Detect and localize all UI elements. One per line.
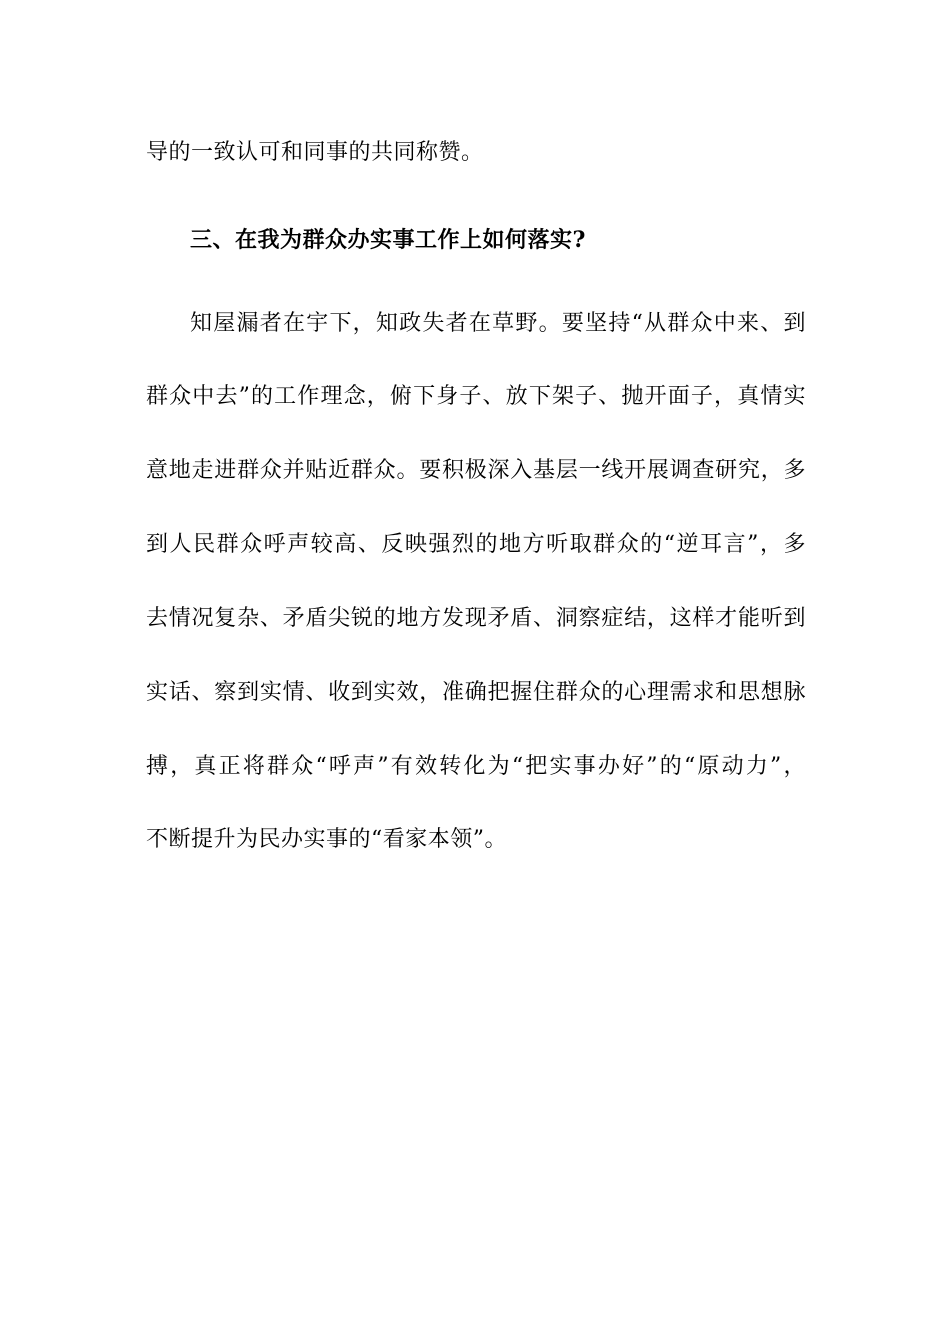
continued-text-line: 导的一致认可和同事的共同称赞。	[146, 140, 484, 165]
paragraph-line: 群众中去”的工作理念，俯下身子、放下架子、抛开面子，真情实	[146, 384, 806, 409]
paragraph-line: 意地走进群众并贴近群众。要积极深入基层一线开展调查研究，多	[146, 458, 806, 483]
paragraph-line: 实话、察到实情、收到实效，准确把握住群众的心理需求和思想脉	[146, 680, 806, 705]
paragraph-line: 到人民群众呼声较高、反映强烈的地方听取群众的“逆耳言”，多	[146, 532, 806, 557]
paragraph-line: 搏，真正将群众“呼声”有效转化为“把实事办好”的“原动力”，	[146, 754, 806, 779]
paragraph-line: 不断提升为民办实事的“看家本领”。	[146, 827, 507, 852]
paragraph-line: 去情况复杂、矛盾尖锐的地方发现矛盾、洞察症结，这样才能听到	[146, 606, 806, 631]
paragraph-line: 知屋漏者在宇下，知政失者在草野。要坚持“从群众中来、到	[190, 311, 806, 336]
section-heading: 三、在我为群众办实事工作上如何落实?	[190, 227, 586, 253]
